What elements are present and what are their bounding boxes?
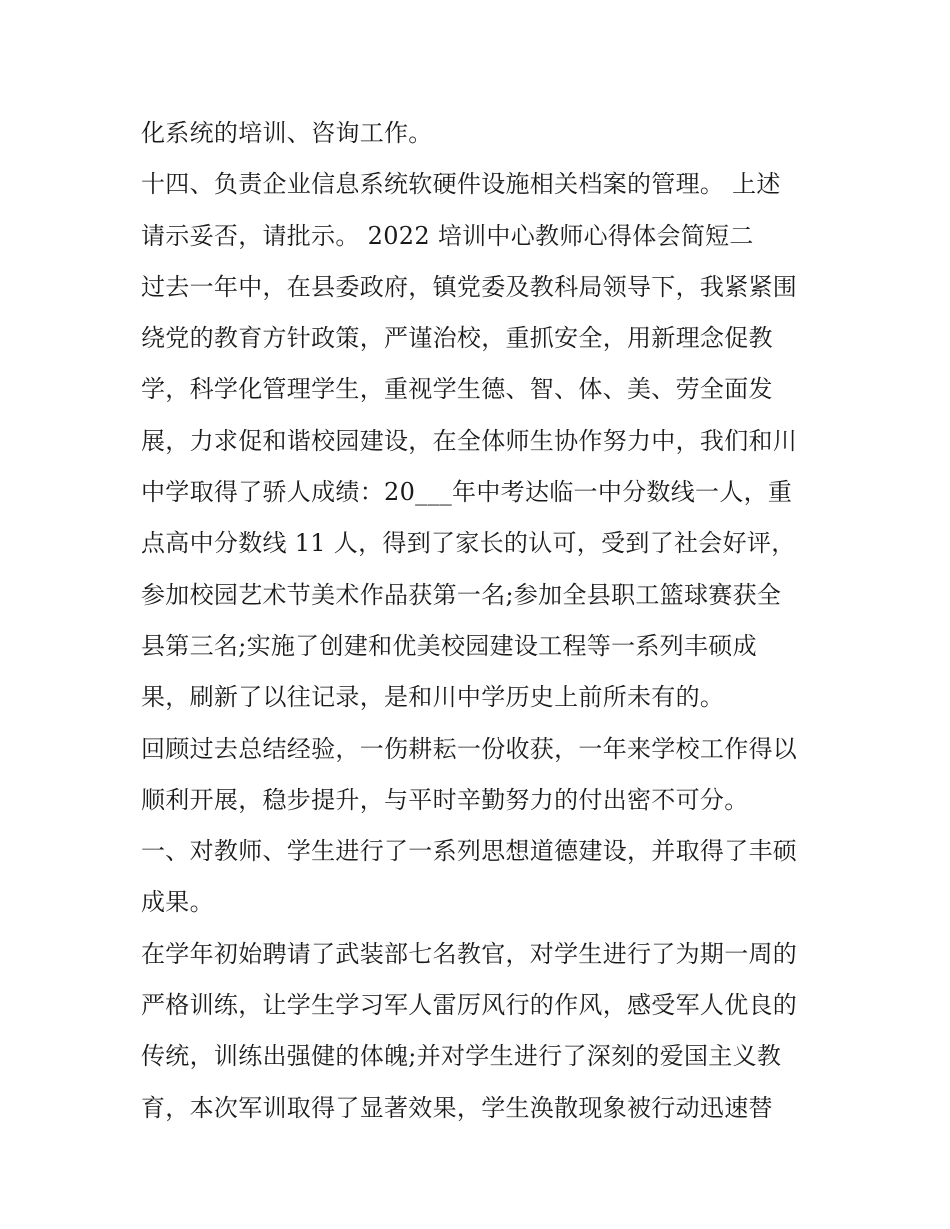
text-line: 绕党的教育方针政策，严谨治校，重抓安全，用新理念促教 bbox=[141, 324, 773, 353]
text-line: 请示妥否，请批示。 2022 培训中心教师心得体会简短二 bbox=[141, 221, 754, 250]
text-line: 传统，训练出强健的体魄;并对学生进行了深刻的爱国主义教 bbox=[141, 1042, 782, 1071]
text-line: 十四、负责企业信息系统软硬件设施相关档案的管理。 上述 bbox=[141, 170, 781, 199]
text-line: 顺利开展，稳步提升，与平时辛勤努力的付出密不可分。 bbox=[141, 785, 749, 814]
text-line: 严格训练，让学生学习军人雷厉风行的作风，感受军人优良的 bbox=[141, 991, 798, 1020]
text-line: 展，力求促和谐校园建设，在全体师生协作努力中，我们和川 bbox=[141, 426, 798, 455]
text-line: 参加校园艺术节美术作品获第一名;参加全县职工篮球赛获全 bbox=[141, 580, 782, 609]
text-line: 点高中分数线 11 人，得到了家长的认可，受到了社会好评， bbox=[141, 529, 796, 558]
text-line: 回顾过去总结经验，一伤耕耘一份收获，一年来学校工作得以 bbox=[141, 734, 798, 763]
text-line: 县第三名;实施了创建和优美校园建设工程等一系列丰硕成 bbox=[141, 631, 757, 660]
text-line: 过去一年中，在县委政府，镇党委及教科局领导下，我紧紧围 bbox=[141, 272, 798, 301]
text-line: 育，本次军训取得了显著效果，学生涣散现象被行动迅速替 bbox=[141, 1093, 773, 1122]
text-line: 在学年初始聘请了武装部七名教官，对学生进行了为期一周的 bbox=[141, 939, 798, 968]
document-body bbox=[141, 108, 821, 1134]
text-line: 果，刷新了以往记录，是和川中学历史上前所未有的。 bbox=[141, 683, 725, 712]
text-line: 一、对教师、学生进行了一系列思想道德建设，并取得了丰硕 bbox=[141, 837, 798, 866]
text-line: 化系统的培训、咨询工作。 bbox=[141, 119, 433, 147]
text-line: 学，科学化管理学生，重视学生德、智、体、美、劳全面发 bbox=[141, 375, 773, 404]
text-line: 中学取得了骄人成绩：20___年中考达临一中分数线一人，重 bbox=[141, 478, 793, 507]
text-line: 成果。 bbox=[141, 888, 214, 917]
